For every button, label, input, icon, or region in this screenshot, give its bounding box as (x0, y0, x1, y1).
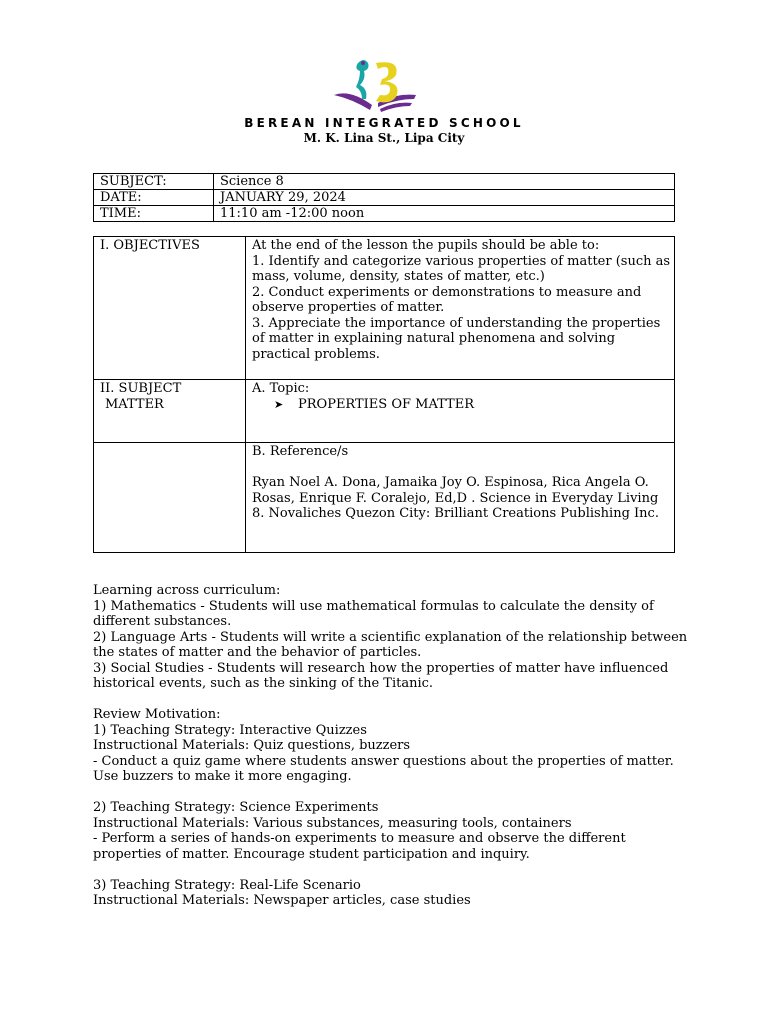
objective-item: 1. Identify and categorize various properties of matter (such as mass, volume, density, states of matter, etc.) (252, 253, 671, 284)
strategy-title: 1) Teaching Strategy: Interactive Quizzes (93, 722, 367, 738)
reference-cell (246, 443, 675, 553)
subject-matter-label-line1: II. SUBJECT (100, 381, 182, 396)
strategy-title: 2) Teaching Strategy: Science Experiments (93, 800, 379, 815)
empty-label-cell (94, 443, 246, 553)
topic-item (252, 397, 674, 413)
objectives-content (246, 237, 675, 380)
strategy-materials: Instructional Materials: Various substances, measuring tools, containers (93, 815, 572, 831)
info-value: Science 8 (214, 174, 675, 190)
reference-heading: B. Reference/s (252, 444, 349, 459)
arrow-bullet-icon: ➤ (274, 397, 284, 411)
strategy-description: - Conduct a quiz game where students answer questions about the properties of matter. Use buzzers to make it more engaging. (93, 753, 674, 784)
subject-matter-row (94, 380, 675, 443)
objectives-label: I. OBJECTIVES (94, 237, 246, 380)
lesson-info-table (93, 173, 675, 222)
info-value: JANUARY 29, 2024 (214, 190, 675, 206)
reference-row (94, 443, 675, 553)
reference-text: Ryan Noel A. Dona, Jamaika Joy O. Espinosa, Rica Angela O. Rosas, Enrique F. Coralejo, Ed,D . Science in Everyday Living 8. Novaliches Quezon City: Brilliant Creations Publishing Inc. (252, 475, 659, 521)
strategy-description: - Perform a series of hands-on experiments to measure and observe the different properties of matter. Encourage student participation and inquiry. (93, 831, 626, 862)
subject-matter-label (94, 380, 246, 443)
objectives-row (94, 237, 675, 380)
info-key: SUBJECT: (94, 174, 214, 190)
curriculum-heading: Learning across curriculum: (93, 583, 281, 598)
objective-item: 3. Appreciate the importance of understanding the properties of matter in explaining natural phenomena and solving practical problems. (252, 315, 661, 362)
school-logo-icon (330, 55, 420, 115)
objectives-intro: At the end of the lesson the pupils should be able to: (252, 238, 600, 253)
topic-cell (246, 380, 675, 443)
school-name: BEREAN INTEGRATED SCHOOL (244, 116, 524, 130)
objective-item: 2. Conduct experiments or demonstrations to measure and observe properties of matter. (252, 284, 642, 315)
subject-matter-label-line2: MATTER (105, 396, 164, 412)
strategy-materials: Instructional Materials: Newspaper articles, case studies (93, 893, 471, 908)
curriculum-item: 3) Social Studies - Students will research how the properties of matter have influenced historical events, such as the sinking of the Titanic. (93, 660, 669, 691)
lesson-plan-table (93, 236, 675, 553)
review-heading: Review Motivation: (93, 707, 221, 722)
info-key: TIME: (94, 206, 214, 222)
info-value: 11:10 am -12:00 noon (214, 206, 675, 222)
info-key: DATE: (94, 190, 214, 206)
school-address: M. K. Lina St., Lipa City (303, 131, 465, 145)
topic-heading: A. Topic: (252, 381, 310, 396)
info-row-subject (94, 174, 675, 190)
curriculum-item: 2) Language Arts - Students will write a scientific explanation of the relationship between the states of matter and the behavior of particles. (93, 629, 688, 660)
curriculum-item: 1) Mathematics - Students will use mathematical formulas to calculate the density of different substances. (93, 598, 654, 629)
info-row-date (94, 190, 675, 206)
strategy-title: 3) Teaching Strategy: Real-Life Scenario (93, 877, 361, 893)
topic-text: PROPERTIES OF MATTER (298, 396, 474, 412)
strategy-materials: Instructional Materials: Quiz questions, buzzers (93, 738, 411, 753)
info-row-time (94, 206, 675, 222)
lesson-body (93, 583, 693, 909)
